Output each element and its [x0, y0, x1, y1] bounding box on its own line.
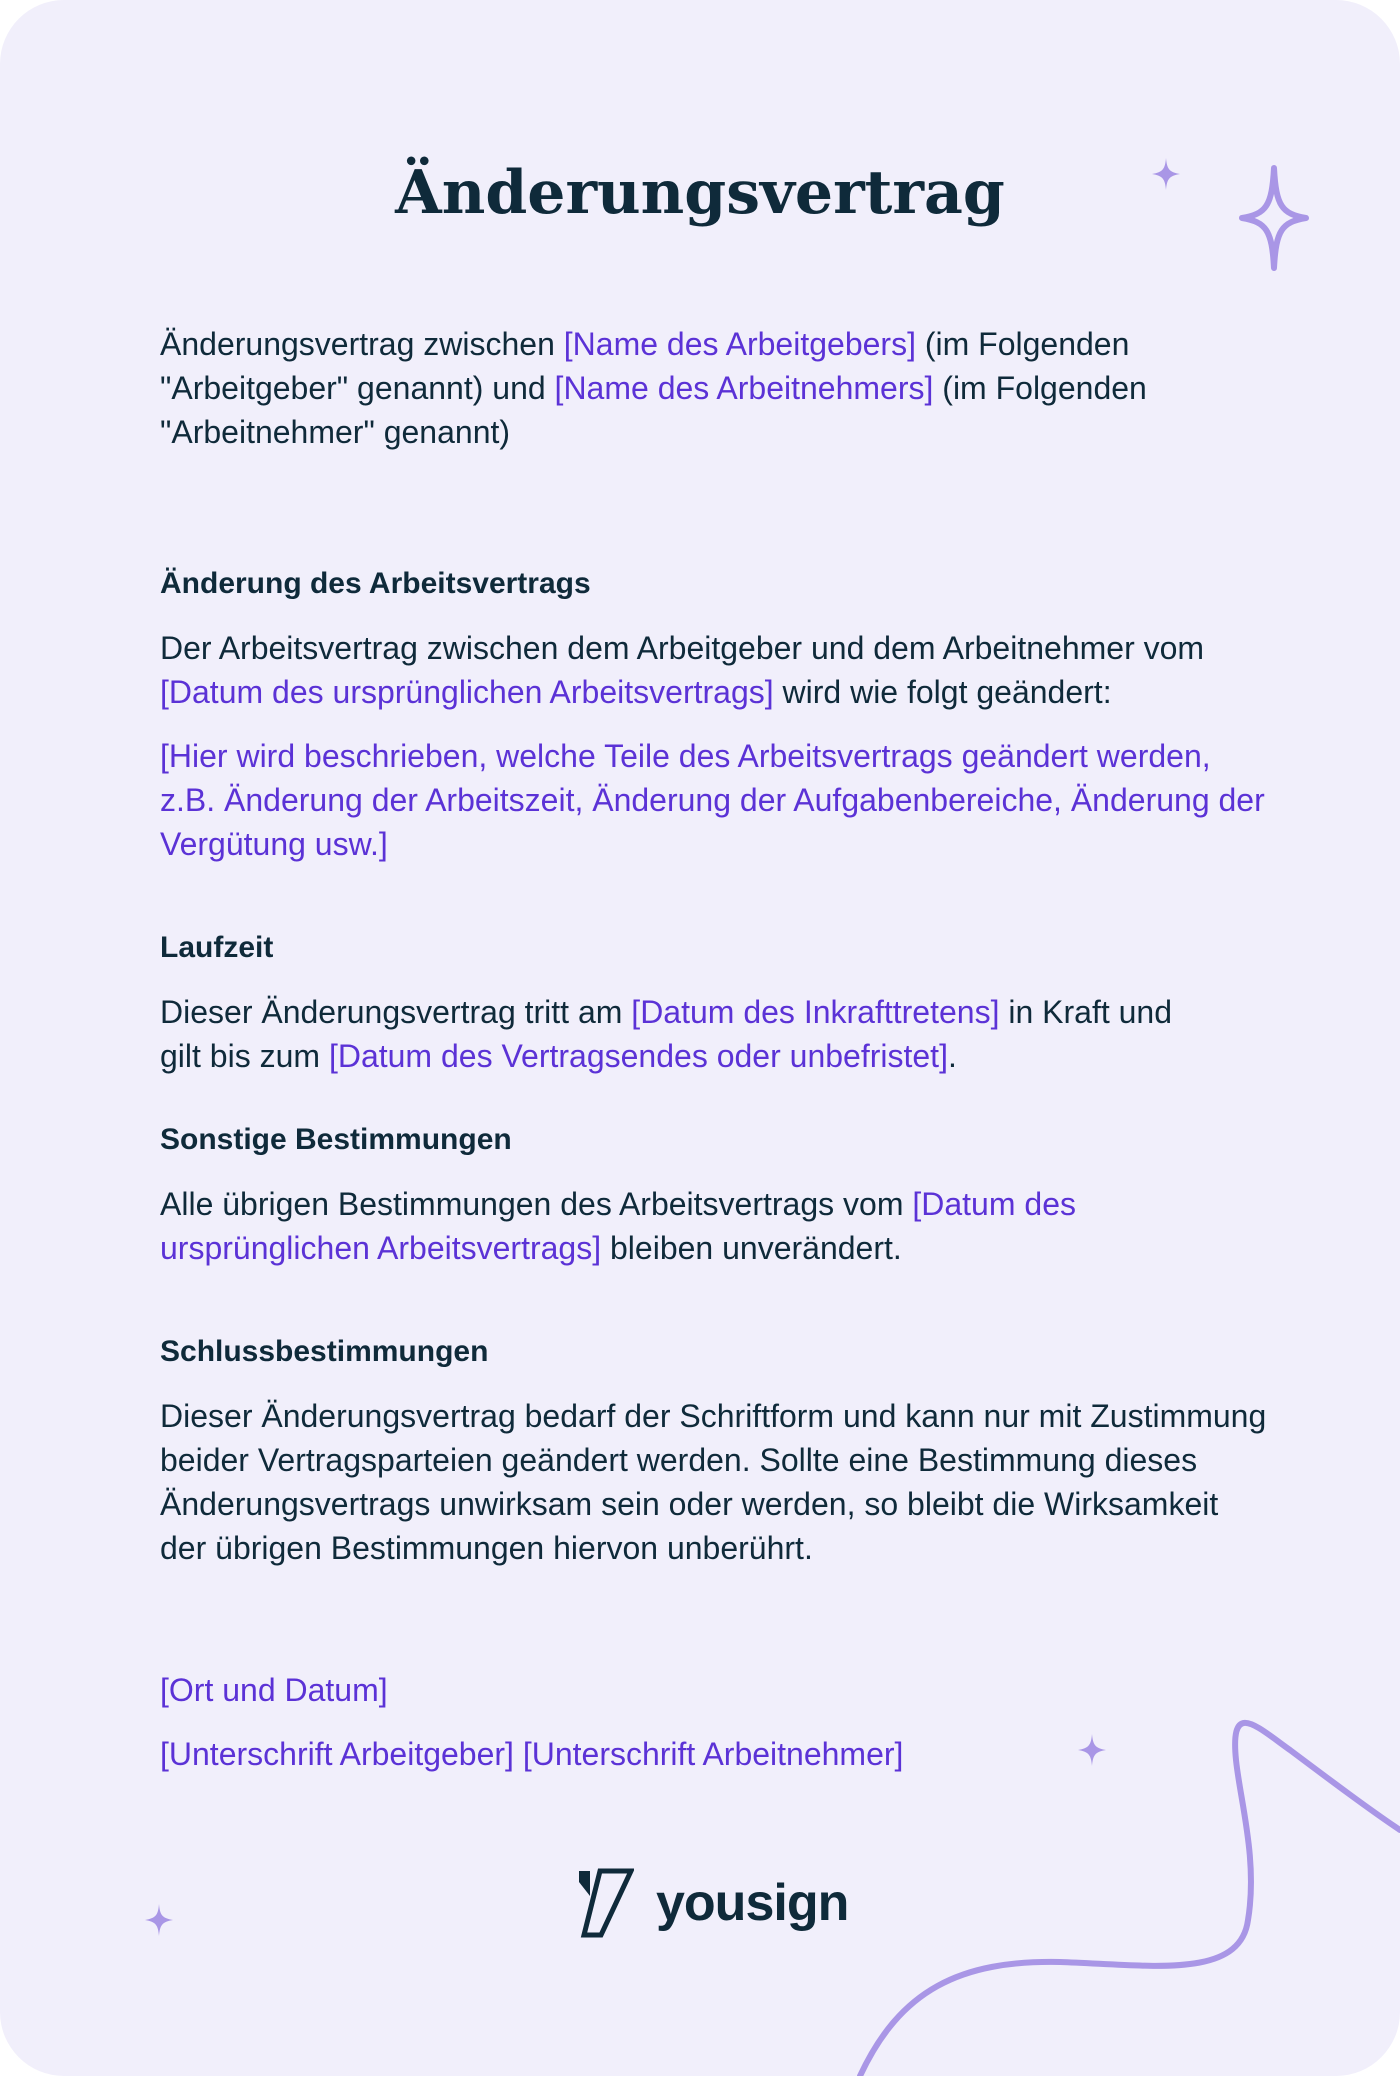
- section-paragraph: [160, 626, 1270, 714]
- intro-text: (im Folgenden "Arbeitnehmer" genannt): [160, 370, 1147, 450]
- employee-name-placeholder: [Name des Arbeitnehmers]: [554, 370, 934, 406]
- section-text: bleiben unverändert.: [601, 1230, 902, 1266]
- yousign-logo-icon: [576, 1868, 634, 1938]
- end-date-placeholder: [Datum des Vertragsendes oder unbefristet]: [328, 1038, 948, 1074]
- section-paragraph: Dieser Änderungsvertrag bedarf der Schriftform und kann nur mit Zustimmung beider Vertragsparteien geändert werden. Sollte eine Bestimmung dieses Änderungsvertrags unwirksam sein oder werden, so bleibt die Wirksamkeit der übrigen Bestimmungen hiervon unberührt.: [160, 1398, 1267, 1566]
- section-heading: Laufzeit: [160, 931, 274, 964]
- section-heading: Änderung des Arbeitsvertrags: [160, 567, 591, 600]
- original-contract-date-placeholder: [Datum des ursprünglichen Arbeitsvertrags]: [160, 674, 774, 710]
- logo-text: yousign: [656, 1874, 849, 1932]
- signatures-placeholder: [Unterschrift Arbeitgeber] [Unterschrift Arbeitnehmer]: [160, 1736, 904, 1772]
- changes-description-placeholder: [Hier wird beschrieben, welche Teile des Arbeitsvertrags geändert werden, z.B. Änderung der Arbeitszeit, Änderung der Aufgabenbereiche, Änderung der Vergütung usw.]: [160, 738, 1265, 862]
- section-text: Alle übrigen Bestimmungen des Arbeitsvertrags vom: [160, 1186, 913, 1222]
- section-paragraph: [160, 1182, 1160, 1270]
- document-body: [160, 322, 1270, 1776]
- section-text: .: [947, 1038, 957, 1074]
- section-text: wird wie folgt geändert:: [773, 674, 1112, 710]
- place-date-placeholder: [Ort und Datum]: [160, 1672, 388, 1708]
- document-title: Änderungsvertrag: [395, 158, 1005, 228]
- section-text: Der Arbeitsvertrag zwischen dem Arbeitgeber und dem Arbeitnehmer vom: [160, 630, 1205, 666]
- section-text: Dieser Änderungsvertrag tritt am: [160, 994, 632, 1030]
- effective-date-placeholder: [Datum des Inkrafttretens]: [631, 994, 1000, 1030]
- yousign-logo: [576, 1866, 848, 1940]
- section-paragraph: [160, 990, 1220, 1078]
- employer-name-placeholder: [Name des Arbeitgebers]: [563, 326, 916, 362]
- intro-paragraph: [160, 322, 1200, 454]
- original-contract-date-placeholder: [Datum des ursprünglichen Arbeitsvertrags]: [160, 1186, 1076, 1266]
- intro-text: Änderungsvertrag zwischen: [160, 326, 564, 362]
- section-heading: Sonstige Bestimmungen: [160, 1123, 512, 1156]
- intro-text: (im Folgenden "Arbeitgeber" genannt) und: [160, 326, 1130, 406]
- section-text: in Kraft und gilt bis zum: [160, 994, 1172, 1074]
- section-heading: Schlussbestimmungen: [160, 1335, 489, 1368]
